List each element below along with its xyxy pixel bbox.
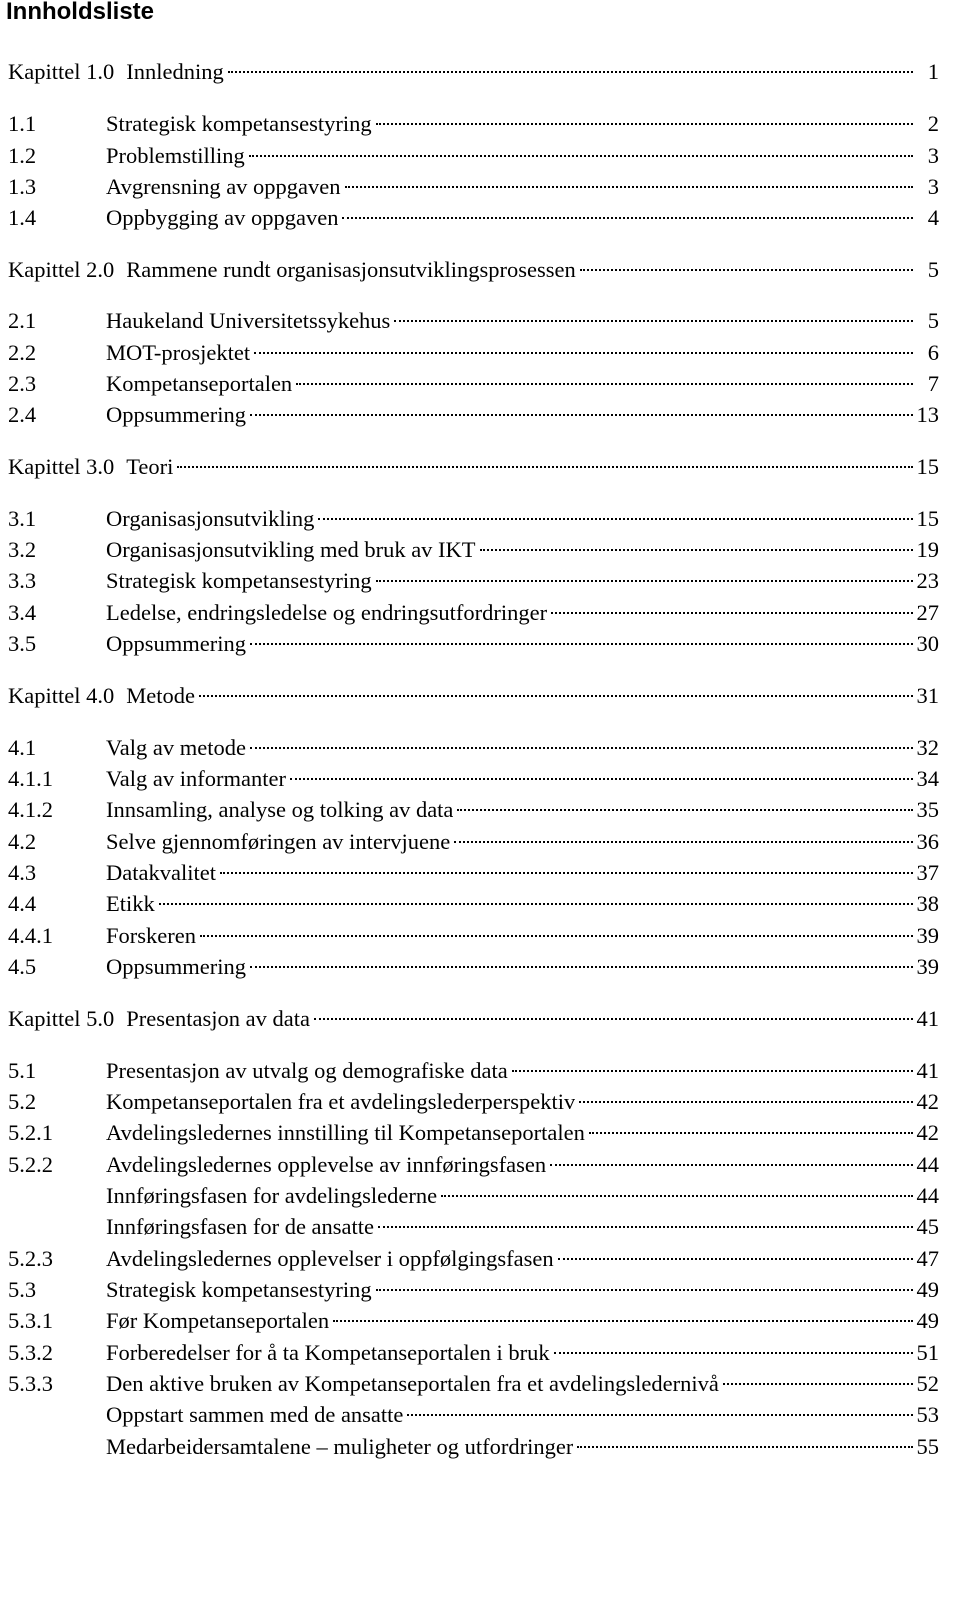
dot-leader xyxy=(220,870,913,874)
toc-entry-page: 42 xyxy=(916,1089,939,1114)
toc-section-entry[interactable] xyxy=(8,1369,939,1399)
dot-leader xyxy=(376,121,913,125)
dot-leader xyxy=(290,776,913,780)
toc-entry-number: 4.4.1 xyxy=(8,923,53,948)
toc-entry-number: 5.1 xyxy=(8,1058,37,1083)
toc-entry-page: 19 xyxy=(916,537,939,562)
toc-entry-number: 5.2.3 xyxy=(8,1246,53,1271)
toc-entry-title: Strategisk kompetansestyring xyxy=(106,1277,372,1302)
toc-entry-number: 5.3.2 xyxy=(8,1340,53,1365)
toc-section-entry[interactable] xyxy=(8,172,939,202)
toc-chapter-entry[interactable] xyxy=(8,255,939,285)
dot-leader xyxy=(454,839,912,843)
toc-section-entry[interactable] xyxy=(8,306,939,336)
toc-section-entry[interactable] xyxy=(8,1338,939,1368)
dot-leader xyxy=(296,381,913,385)
dot-leader xyxy=(551,610,912,614)
dot-leader xyxy=(394,318,913,322)
toc-entry-title: Oppstart sammen med de ansatte xyxy=(106,1402,404,1427)
dot-leader xyxy=(250,641,913,645)
toc-entry-page: 30 xyxy=(916,631,939,656)
toc-entry-number: 5.3.1 xyxy=(8,1308,53,1333)
dot-leader xyxy=(512,1068,913,1072)
toc-entry-title: Kompetanseportalen xyxy=(106,371,293,396)
dot-leader xyxy=(579,1099,912,1103)
toc-entry-number: 2.3 xyxy=(8,371,37,396)
dot-leader xyxy=(254,350,913,354)
toc-section-entry[interactable] xyxy=(8,764,939,794)
dot-leader xyxy=(342,215,913,219)
toc-entry-number: 4.2 xyxy=(8,829,37,854)
toc-entry-page: 27 xyxy=(916,600,939,625)
dot-leader xyxy=(550,1162,912,1166)
toc-section-entry[interactable] xyxy=(8,1306,939,1336)
toc-section-entry[interactable] xyxy=(8,921,939,951)
dot-leader xyxy=(333,1318,912,1322)
toc-entry-page: 55 xyxy=(916,1434,939,1459)
toc-entry-page: 44 xyxy=(916,1152,939,1177)
dot-leader xyxy=(250,964,913,968)
toc-section-entry[interactable] xyxy=(8,598,939,628)
toc-entry-title: Strategisk kompetansestyring xyxy=(106,568,372,593)
toc-entry-title: Avdelingsledernes opplevelser i oppfølgingsfasen xyxy=(106,1246,554,1271)
toc-entry-page: 36 xyxy=(916,829,939,854)
toc-entry-title: Avdelingsledernes opplevelse av innføringsfasen xyxy=(106,1152,547,1177)
toc-entry-number: 1.3 xyxy=(8,174,37,199)
toc-entry-page: 3 xyxy=(927,174,939,199)
toc-entry-page: 31 xyxy=(916,683,939,708)
toc-entry-title: Valg av metode xyxy=(106,735,246,760)
toc-entry-page: 49 xyxy=(916,1308,939,1333)
toc-entry-title: Presentasjon av utvalg og demografiske data xyxy=(106,1058,508,1083)
toc-entry-page: 41 xyxy=(916,1006,939,1031)
toc-entry-number: Kapittel 1.0 xyxy=(8,59,115,84)
toc-section-entry[interactable] xyxy=(8,141,939,171)
toc-entry-title: Presentasjon av data xyxy=(126,1006,310,1031)
toc-entry-title: Oppsummering xyxy=(106,631,246,656)
toc-entry-title: Haukeland Universitetssykehus xyxy=(106,308,391,333)
dot-leader xyxy=(558,1256,913,1260)
toc-entry-page: 37 xyxy=(916,860,939,885)
toc-entry-number: 4.5 xyxy=(8,954,37,979)
toc-entry-page: 4 xyxy=(927,205,939,230)
toc-entry-page: 2 xyxy=(927,111,939,136)
toc-entry-page: 49 xyxy=(916,1277,939,1302)
toc-entry-number: 1.1 xyxy=(8,111,37,136)
toc-section-entry[interactable] xyxy=(8,338,939,368)
toc-entry-title: Oppbygging av oppgaven xyxy=(106,205,339,230)
toc-section-entry[interactable] xyxy=(8,504,939,534)
dot-leader xyxy=(441,1193,912,1197)
toc-entry-title: Forskeren xyxy=(106,923,196,948)
toc-entry-page: 45 xyxy=(916,1214,939,1239)
toc-entry-number: 3.4 xyxy=(8,600,37,625)
toc-entry-page: 1 xyxy=(927,59,939,84)
toc-entry-number: Kapittel 3.0 xyxy=(8,454,115,479)
toc-section-entry[interactable] xyxy=(8,733,939,763)
toc-section-entry[interactable] xyxy=(8,827,939,857)
dot-leader xyxy=(159,901,913,905)
dot-leader xyxy=(723,1381,913,1385)
toc-entry-number: 5.3.3 xyxy=(8,1371,53,1396)
toc-entry-title: Innføringsfasen for de ansatte xyxy=(106,1214,375,1239)
toc-entry-page: 5 xyxy=(927,257,939,282)
toc-entry-page: 7 xyxy=(927,371,939,396)
toc-entry-number: 5.2 xyxy=(8,1089,37,1114)
toc-entry-title: Teori xyxy=(126,454,174,479)
toc-entry-number: 5.2.1 xyxy=(8,1120,53,1145)
toc-entry-title: Organisasjonsutvikling xyxy=(106,506,315,531)
dot-leader xyxy=(376,578,913,582)
toc-entry-page: 32 xyxy=(916,735,939,760)
toc-section-entry[interactable] xyxy=(8,400,939,430)
dot-leader xyxy=(457,807,912,811)
toc-entry-page: 15 xyxy=(916,506,939,531)
dot-leader xyxy=(318,516,912,520)
toc-entry-title: Ledelse, endringsledelse og endringsutfordringer xyxy=(106,600,548,625)
toc-entry-page: 13 xyxy=(916,402,939,427)
toc-entry-title: Rammene rundt organisasjonsutviklingsprosessen xyxy=(126,257,576,282)
toc-entry-page: 52 xyxy=(916,1371,939,1396)
dot-leader xyxy=(314,1016,913,1020)
toc-entry-title: Valg av informanter xyxy=(106,766,286,791)
toc-entry-page: 47 xyxy=(916,1246,939,1271)
toc-section-entry[interactable] xyxy=(8,1275,939,1305)
toc-entry-title: Metode xyxy=(126,683,195,708)
toc-entry-title: Avdelingsledernes innstilling til Kompetanseportalen xyxy=(106,1120,585,1145)
toc-entry-number: Kapittel 5.0 xyxy=(8,1006,115,1031)
toc-entry-number: 4.1.1 xyxy=(8,766,53,791)
dot-leader xyxy=(376,1287,913,1291)
toc-entry-title: Oppsummering xyxy=(106,402,246,427)
toc-entry-number: 3.2 xyxy=(8,537,37,562)
toc-entry-title: Innføringsfasen for avdelingslederne xyxy=(106,1183,438,1208)
dot-leader xyxy=(177,464,912,468)
toc-heading: Innholdsliste xyxy=(6,0,155,25)
dot-leader xyxy=(589,1130,913,1134)
toc-entry-number: Kapittel 4.0 xyxy=(8,683,115,708)
toc-section-entry[interactable] xyxy=(8,109,939,139)
dot-leader xyxy=(249,153,913,157)
toc-entry-number: 4.4 xyxy=(8,891,37,916)
toc-entry-page: 15 xyxy=(916,454,939,479)
dot-leader xyxy=(580,267,913,271)
toc-section-entry[interactable] xyxy=(8,889,939,919)
toc-section-entry[interactable] xyxy=(8,1150,939,1180)
toc-entry-number: 1.4 xyxy=(8,205,37,230)
toc-entry-number: 4.3 xyxy=(8,860,37,885)
dot-leader xyxy=(577,1444,912,1448)
dot-leader xyxy=(554,1350,913,1354)
toc-section-entry[interactable] xyxy=(8,1181,939,1211)
toc-entry-number: 2.2 xyxy=(8,340,37,365)
toc-entry-title: Innsamling, analyse og tolking av data xyxy=(106,797,454,822)
dot-leader xyxy=(250,412,913,416)
toc-section-entry[interactable] xyxy=(8,1400,939,1430)
toc-section-entry[interactable] xyxy=(8,1212,939,1242)
toc-entry-page: 39 xyxy=(916,954,939,979)
toc-entry-page: 53 xyxy=(916,1402,939,1427)
toc-entry-number: 3.5 xyxy=(8,631,37,656)
dot-leader xyxy=(228,69,913,73)
toc-entry-title: Problemstilling xyxy=(106,143,245,168)
toc-entry-number: 3.3 xyxy=(8,568,37,593)
toc-section-entry[interactable] xyxy=(8,369,939,399)
toc-entry-page: 38 xyxy=(916,891,939,916)
toc-chapter-entry[interactable] xyxy=(8,681,939,711)
toc-entry-title: Selve gjennomføringen av intervjuene xyxy=(106,829,451,854)
toc-entry-title: Forberedelser for å ta Kompetanseportalen i bruk xyxy=(106,1340,550,1365)
toc-entry-number: 3.1 xyxy=(8,506,37,531)
toc-entry-page: 35 xyxy=(916,797,939,822)
toc-entry-number: 4.1 xyxy=(8,735,37,760)
toc-section-entry[interactable] xyxy=(8,952,939,982)
toc-section-entry[interactable] xyxy=(8,1244,939,1274)
toc-entry-page: 5 xyxy=(927,308,939,333)
toc-entry-page: 39 xyxy=(916,923,939,948)
toc-section-entry[interactable] xyxy=(8,629,939,659)
toc-entry-page: 44 xyxy=(916,1183,939,1208)
toc-entry-page: 42 xyxy=(916,1120,939,1145)
toc-section-entry[interactable] xyxy=(8,203,939,233)
toc-entry-title: Datakvalitet xyxy=(106,860,216,885)
dot-leader xyxy=(378,1224,912,1228)
toc-entry-title: Organisasjonsutvikling med bruk av IKT xyxy=(106,537,476,562)
toc-chapter-entry[interactable] xyxy=(8,1004,939,1034)
dot-leader xyxy=(480,547,913,551)
toc-entry-title: Strategisk kompetansestyring xyxy=(106,111,372,136)
toc-entry-page: 6 xyxy=(927,340,939,365)
toc-section-entry[interactable] xyxy=(8,566,939,596)
dot-leader xyxy=(345,184,913,188)
toc-section-entry[interactable] xyxy=(8,858,939,888)
toc-entry-page: 34 xyxy=(916,766,939,791)
toc-entry-title: Medarbeidersamtalene – muligheter og utfordringer xyxy=(106,1434,574,1459)
toc-section-entry[interactable] xyxy=(8,1056,939,1086)
dot-leader xyxy=(200,933,913,937)
toc-entry-number: 2.1 xyxy=(8,308,37,333)
toc-entry-number: 4.1.2 xyxy=(8,797,53,822)
toc-entry-number: 5.2.2 xyxy=(8,1152,53,1177)
toc-chapter-entry[interactable] xyxy=(8,57,939,87)
toc-entry-number: Kapittel 2.0 xyxy=(8,257,115,282)
toc-entry-title: MOT-prosjektet xyxy=(106,340,251,365)
toc-entry-page: 3 xyxy=(927,143,939,168)
toc-section-entry[interactable] xyxy=(8,1432,939,1462)
toc-entry-title: Etikk xyxy=(106,891,155,916)
dot-leader xyxy=(250,745,913,749)
dot-leader xyxy=(407,1412,912,1416)
toc-entry-number: 2.4 xyxy=(8,402,37,427)
toc-entry-page: 23 xyxy=(916,568,939,593)
toc-entry-title: Kompetanseportalen fra et avdelingslederperspektiv xyxy=(106,1089,576,1114)
toc-entry-title: Før Kompetanseportalen xyxy=(106,1308,330,1333)
toc-section-entry[interactable] xyxy=(8,795,939,825)
toc-entry-title: Innledning xyxy=(126,59,224,84)
toc-entry-title: Avgrensning av oppgaven xyxy=(106,174,341,199)
dot-leader xyxy=(199,693,913,697)
toc-section-entry[interactable] xyxy=(8,535,939,565)
toc-section-entry[interactable] xyxy=(8,1087,939,1117)
toc-section-entry[interactable] xyxy=(8,1118,939,1148)
toc-entry-number: 1.2 xyxy=(8,143,37,168)
toc-entry-title: Den aktive bruken av Kompetanseportalen fra et avdelingsledernivå xyxy=(106,1371,719,1396)
toc-entry-title: Oppsummering xyxy=(106,954,246,979)
toc-entry-page: 51 xyxy=(916,1340,939,1365)
toc-entry-page: 41 xyxy=(916,1058,939,1083)
toc-chapter-entry[interactable] xyxy=(8,452,939,482)
toc-entry-number: 5.3 xyxy=(8,1277,37,1302)
